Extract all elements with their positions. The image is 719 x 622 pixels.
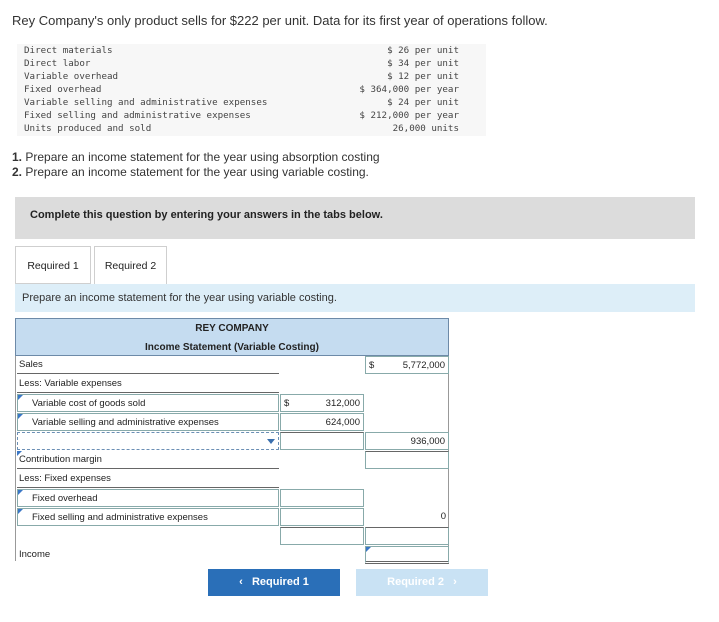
instruction-number: 1. [12, 150, 23, 164]
cost-value: $ 24 per unit [387, 97, 459, 108]
statement-title: Income Statement (Variable Costing) [145, 342, 319, 353]
instructions [12, 150, 380, 180]
instruction-2 [12, 165, 380, 180]
label-less-fixed: Less: Fixed expenses [17, 470, 279, 488]
cost-value: $ 34 per unit [387, 58, 459, 69]
next-tab-button[interactable] [356, 569, 488, 596]
cost-row [24, 83, 459, 96]
cost-label: Fixed selling and administrative expenses [24, 110, 251, 121]
problem-intro: Rey Company's only product sells for $222 per unit. Data for its first year of operations follow. [12, 13, 548, 28]
currency-symbol: $ [284, 398, 290, 409]
input-blank-col1[interactable] [280, 527, 364, 545]
cost-label: Direct labor [24, 58, 91, 69]
row-var-cogs [16, 394, 450, 413]
cost-label: Variable overhead [24, 71, 119, 82]
input-label-var-sga[interactable]: Variable selling and administrative expenses [17, 413, 279, 431]
row-less-fixed [16, 470, 450, 489]
label-sales: Sales [17, 356, 279, 374]
input-fixed-sga-col1[interactable] [280, 508, 364, 526]
row-var-sga [16, 413, 450, 432]
statement-body [15, 356, 449, 561]
amount: 624,000 [325, 417, 360, 428]
cost-label: Variable selling and administrative expenses [24, 97, 268, 108]
tab-required-1[interactable]: Required 1 [15, 246, 91, 284]
cost-row [24, 122, 459, 135]
row-sales [16, 356, 450, 375]
cost-value: 26,000 units [392, 123, 459, 134]
tab-prompt-text: Prepare an income statement for the year using variable costing. [22, 292, 337, 304]
amount: 0 [440, 511, 446, 522]
cost-value: $ 12 per unit [387, 71, 459, 82]
complete-banner-text: Complete this question by entering your answers in the tabs below. [30, 209, 383, 221]
cost-row [24, 57, 459, 70]
instruction-number: 2. [12, 165, 23, 179]
account-select[interactable] [17, 432, 279, 450]
amount: 312,000 [325, 398, 360, 409]
input-dropdown-col1[interactable] [280, 432, 364, 450]
complete-banner [15, 197, 695, 239]
instruction-text: Prepare an income statement for the year using absorption costing [25, 150, 380, 164]
cost-label: Units produced and sold [24, 123, 152, 134]
cost-label: Fixed overhead [24, 84, 102, 95]
next-button-label: Required 2 [387, 576, 444, 588]
input-sales[interactable] [365, 356, 449, 374]
cost-value: $ 26 per unit [387, 45, 459, 56]
company-name: REY COMPANY [195, 323, 269, 334]
row-blank [16, 527, 450, 546]
input-blank-col2[interactable] [365, 527, 449, 545]
label-less-variable: Less: Variable expenses [17, 375, 279, 393]
cost-value: $ 212,000 per year [359, 110, 459, 121]
instruction-1 [12, 150, 380, 165]
label-blank [17, 527, 279, 545]
label-contribution: Contribution margin [17, 451, 279, 469]
chevron-down-icon [267, 439, 275, 444]
row-fixed-sga [16, 508, 450, 527]
input-total-variable[interactable] [365, 432, 449, 450]
input-contribution[interactable] [365, 451, 449, 469]
row-income [16, 546, 450, 565]
instruction-text: Prepare an income statement for the year using variable costing. [25, 165, 369, 179]
tab-prompt [15, 284, 695, 312]
row-dropdown [16, 432, 450, 451]
cost-row [24, 44, 459, 57]
cost-data-table [17, 44, 486, 136]
cost-row [24, 109, 459, 122]
label-income: Income [19, 549, 51, 560]
input-fixed-sga[interactable] [365, 508, 449, 526]
input-label-var-cogs[interactable]: Variable cost of goods sold [17, 394, 279, 412]
chevron-right-icon: › [453, 576, 457, 588]
chevron-left-icon: ‹ [239, 576, 243, 588]
cost-label: Direct materials [24, 45, 113, 56]
amount: 936,000 [410, 436, 445, 447]
prev-button-label: Required 1 [251, 576, 309, 588]
row-contribution [16, 451, 450, 470]
statement-header [15, 318, 449, 356]
input-var-sga[interactable] [280, 413, 364, 431]
cost-row [24, 70, 459, 83]
currency-symbol: $ [369, 360, 375, 371]
cost-row [24, 96, 459, 109]
prev-tab-button[interactable] [208, 569, 340, 596]
input-label-fixed-oh[interactable]: Fixed overhead [17, 489, 279, 507]
amount: 5,772,000 [402, 360, 445, 371]
tab-required-2[interactable]: Required 2 [94, 246, 167, 285]
input-fixed-oh[interactable] [280, 489, 364, 507]
input-label-fixed-sga[interactable]: Fixed selling and administrative expenses [17, 508, 279, 526]
cost-value: $ 364,000 per year [359, 84, 459, 95]
row-less-variable [16, 375, 450, 394]
row-fixed-oh [16, 489, 450, 508]
income-statement [15, 318, 449, 561]
input-var-cogs[interactable] [280, 394, 364, 412]
input-income[interactable] [365, 546, 449, 564]
